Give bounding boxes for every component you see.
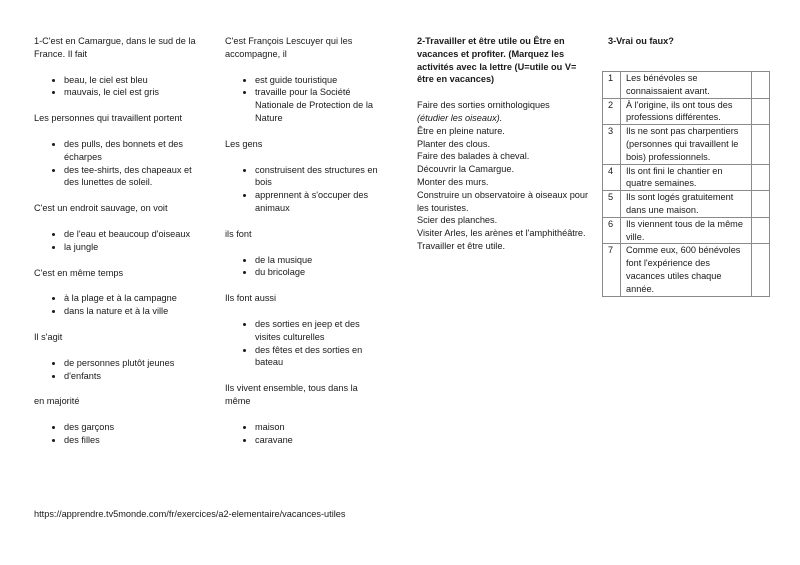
question-group — [34, 112, 204, 189]
activity-list — [417, 99, 589, 253]
row-statement: Ils viennent tous de la même ville. — [621, 217, 752, 244]
row-number: 2 — [603, 98, 621, 125]
option-item: mauvais, le ciel est gris — [64, 86, 204, 99]
row-statement: À l'origine, ils ont tous des professions différentes. — [621, 98, 752, 125]
section2-title: 2-Travailler et être utile ou Être en vacances et profiter. (Marquez les activités avec la lettre (U=utile ou V= être en vacances) — [417, 36, 577, 85]
table-row — [603, 125, 770, 164]
question-group — [34, 267, 204, 318]
row-number: 7 — [603, 244, 621, 296]
true-false-table — [602, 71, 770, 297]
activity-item: Être en pleine nature. — [417, 125, 505, 136]
question-prompt: Les gens — [225, 138, 263, 149]
option-item: construisent des structures en bois — [255, 164, 385, 190]
row-statement: Ils sont logés gratuitement dans une maison. — [621, 191, 752, 218]
question-group — [225, 382, 385, 446]
row-statement: Ils ne sont pas charpentiers (personnes qui travaillent le bois) professionnels. — [621, 125, 752, 164]
option-item: est guide touristique — [255, 74, 385, 87]
answer-cell[interactable] — [752, 72, 770, 99]
option-item: de personnes plutôt jeunes — [64, 357, 204, 370]
table-row — [603, 217, 770, 244]
table-row — [603, 72, 770, 99]
answer-cell[interactable] — [752, 125, 770, 164]
answer-cell[interactable] — [752, 244, 770, 296]
row-number: 5 — [603, 191, 621, 218]
question-prompt: C'est un endroit sauvage, on voit — [34, 203, 168, 214]
activity-item: Faire des balades à cheval. — [417, 151, 530, 162]
section2-column — [417, 35, 589, 253]
section3-column — [608, 35, 778, 48]
answer-cell[interactable] — [752, 217, 770, 244]
option-item: des pulls, des bonnets et des écharpes — [64, 138, 204, 164]
question-group — [225, 35, 385, 125]
question-prompt: 1-C'est en Camargue, dans le sud de la France. Il fait — [34, 36, 196, 59]
question-prompt: Il s'agit — [34, 331, 63, 342]
option-item: dans la nature et à la ville — [64, 305, 204, 318]
option-list — [34, 228, 204, 254]
answer-cell[interactable] — [752, 191, 770, 218]
option-list — [34, 421, 204, 447]
row-number: 4 — [603, 164, 621, 191]
question-prompt: C'est en même temps — [34, 267, 124, 278]
activity-note: (étudier les oiseaux). — [417, 112, 503, 123]
row-number: 3 — [603, 125, 621, 164]
option-item: la jungle — [64, 241, 204, 254]
activity-item: Planter des clous. — [417, 138, 491, 149]
activity-item: Construire un observatoire à oiseaux pour les touristes. — [417, 189, 589, 213]
option-item: du bricolage — [255, 266, 385, 279]
activity-item: Découvrir la Camargue. — [417, 164, 515, 175]
option-list — [225, 74, 385, 125]
option-list — [225, 421, 385, 447]
option-item: des sorties en jeep et des visites culturelles — [255, 318, 385, 344]
question-group — [225, 228, 385, 279]
row-number: 6 — [603, 217, 621, 244]
option-item: beau, le ciel est bleu — [64, 74, 204, 87]
question-prompt: Les personnes qui travaillent portent — [34, 113, 183, 124]
option-item: maison — [255, 421, 385, 434]
question-group — [34, 331, 204, 382]
question-group — [34, 202, 204, 253]
option-list — [34, 292, 204, 318]
row-number: 1 — [603, 72, 621, 99]
option-item: apprennent à s'occuper des animaux — [255, 189, 385, 215]
table-row — [603, 98, 770, 125]
activity-item — [417, 99, 589, 125]
option-item: des tee-shirts, des chapeaux et des lunettes de soleil. — [64, 164, 204, 190]
option-item: à la plage et à la campagne — [64, 292, 204, 305]
row-statement: Comme eux, 600 bénévoles font l'expérience des vacances utiles chaque année. — [621, 244, 752, 296]
activity-item: Monter des murs. — [417, 176, 489, 187]
question-group — [225, 138, 385, 215]
option-item: d'enfants — [64, 370, 204, 383]
table-row — [603, 244, 770, 296]
activity-item: Travailler et être utile. — [417, 240, 505, 251]
option-list — [225, 164, 385, 215]
question-group — [34, 395, 204, 446]
source-url: https://apprendre.tv5monde.com/fr/exercices/a2-elementaire/vacances-utiles — [34, 509, 346, 519]
option-item: travaille pour la Société Nationale de Protection de la Nature — [255, 86, 385, 124]
table-row — [603, 164, 770, 191]
question-prompt: C'est François Lescuyer qui les accompagne, il — [225, 36, 353, 59]
activity-item: Scier des planches. — [417, 215, 498, 226]
option-item: des filles — [64, 434, 204, 447]
option-item: des garçons — [64, 421, 204, 434]
option-item: des fêtes et des sorties en bateau — [255, 344, 385, 370]
answer-cell[interactable] — [752, 164, 770, 191]
question-prompt: Ils font aussi — [225, 293, 277, 304]
option-item: de l'eau et beaucoup d'oiseaux — [64, 228, 204, 241]
option-list — [225, 318, 385, 369]
row-statement: Les bénévoles se connaissaient avant. — [621, 72, 752, 99]
table-row — [603, 191, 770, 218]
activity-text: Faire des sorties ornithologiques — [417, 100, 550, 111]
option-list — [34, 357, 204, 383]
activity-item: Visiter Arles, les arènes et l'amphithéâtre. — [417, 228, 586, 239]
question-prompt: ils font — [225, 228, 252, 239]
option-item: caravane — [255, 434, 385, 447]
section1-column2 — [225, 35, 385, 459]
section3-title: 3-Vrai ou faux? — [608, 36, 674, 46]
option-list — [34, 74, 204, 100]
row-statement: Ils ont fini le chantier en quatre semaines. — [621, 164, 752, 191]
question-group — [34, 35, 204, 99]
question-prompt: Ils vivent ensemble, tous dans la même — [225, 383, 358, 406]
option-list — [34, 138, 204, 189]
answer-cell[interactable] — [752, 98, 770, 125]
option-list — [225, 254, 385, 280]
question-prompt: en majorité — [34, 396, 80, 407]
section1-column1 — [34, 35, 204, 460]
question-group — [225, 292, 385, 369]
option-item: de la musique — [255, 254, 385, 267]
